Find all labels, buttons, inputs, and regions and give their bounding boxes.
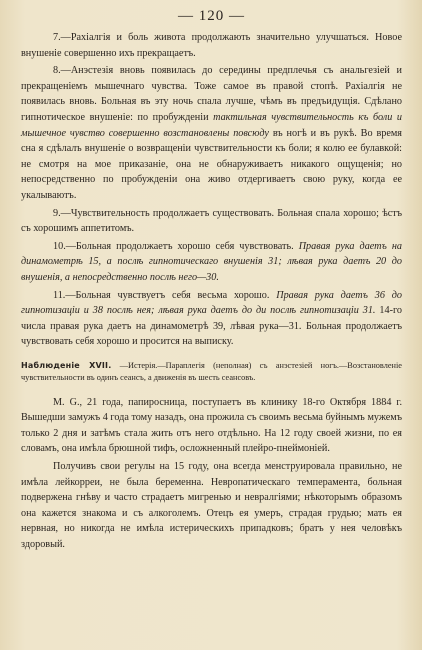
- paragraph-text: M. G., 21 года, папиросница, поступаетъ въ клинику 18-го Октября 1884 г. Вышедши замужъ 4 года тому назадъ, она прожила съ своимъ весьма буйнымъ мужемъ только 2 дня и затѣмъ стала жить отъ него отдѣльно. На 12 году своей жизни, по ея словамъ, она имѣла брюшной тифъ, осложненный плейро-пнеймоніей.: [21, 396, 402, 455]
- observation-heading: [21, 360, 402, 385]
- paragraph-11: [21, 288, 402, 350]
- paragraph-text-after: 14-го числа правая рука даетъ на динамометрѣ 39, лѣвая рука—31. Больная продолжаетъ чувствовать себя хорошо и просится на выписку.: [21, 305, 402, 348]
- paragraph-italic: Правая рука даетъ на динамометрѣ 15, а послѣ гипнотическаго внушенія 31; лѣвая рука даетъ 20 до внушенія, а непосредственно послѣ него—30.: [21, 240, 402, 283]
- observation-title: Наблюденіе XVII.: [21, 360, 112, 370]
- paragraph-text: Получивъ свои регулы на 15 году, она всегда менструировала правильно, не имѣла лейкорреи, не была беременна. Невропатическаго темперамента, больная подвержена гнѣву и часто страдаетъ мигренью и невралгіями; нѣкоторымъ образомъ она кажется знакома и съ алкоголемъ. Отецъ ея умеръ, страдая грудью; мать ея нервная, но никогда не имѣла истерическихъ припадковъ; братъ у нея человѣкъ здоровый.: [21, 461, 402, 551]
- paragraph-9: [21, 206, 402, 237]
- paragraph-10: [21, 239, 402, 286]
- paragraph-text: 10.—Больная продолжаетъ хорошо себя чувствовать.: [53, 240, 299, 252]
- paragraph-8: [21, 63, 402, 203]
- case-paragraph-1: [21, 395, 402, 457]
- observation-summary: —Истерія.—Параплегія (неполная) съ анэстезіей ногъ.—Возстановленіе чувствительности въ одинъ сеансъ, а движенія въ шесть сеансовъ.: [21, 360, 402, 383]
- paragraph-text-after: въ ногѣ и въ рукѣ. Во время сна я сдѣлалъ внушеніе о возвращеніи чувствительности къ боли; я колю ее булавкой: не смотря на мое приказаніе, она не обнаруживаетъ никакого ощущенія; но непосредственно по пробужденіи она живо отдергиваетъ свою руку, когда ее укалываютъ.: [21, 127, 402, 201]
- paragraph-text: 8.—Анэстезія вновь появилась до середины предплечья съ анальгезіей и прекращеніемъ мышечнаго чувства. Тоже самое въ правой стопѣ. Рахіалгія не появилась вновь. Больная въ эту ночь спала лучше, чѣмъ въ предъидущія. Сдѣлано гипнотическое внушеніе: по пробужденіи: [21, 65, 402, 123]
- paragraph-7: [21, 30, 402, 61]
- paragraph-text: 7.—Рахіалгія и боль живота продолжають значительно улучшаться. Новое внушеніе совершенно ихъ прекращаетъ.: [21, 32, 402, 59]
- page-number: — 120 —: [178, 8, 245, 24]
- case-paragraph-2: [21, 459, 402, 553]
- paragraph-text: 11.—Больная чувствуетъ себя весьма хорошо.: [53, 289, 277, 301]
- paragraph-italic: Правая рука даетъ 36 до гипнотизаціи и 38 послѣ нея; лѣвая рука даетъ до ди послѣ гипнотизаціи 31.: [21, 289, 402, 317]
- paragraph-italic: тактильная чувствительность къ боли и мышечное чувство совершенно возстановлены повсюду: [21, 111, 403, 139]
- paragraph-text: 9.—Чувствительность продолжаетъ существовать. Больная спала хорошо; ѣстъ съ хорошимъ аппетитомъ.: [21, 207, 402, 235]
